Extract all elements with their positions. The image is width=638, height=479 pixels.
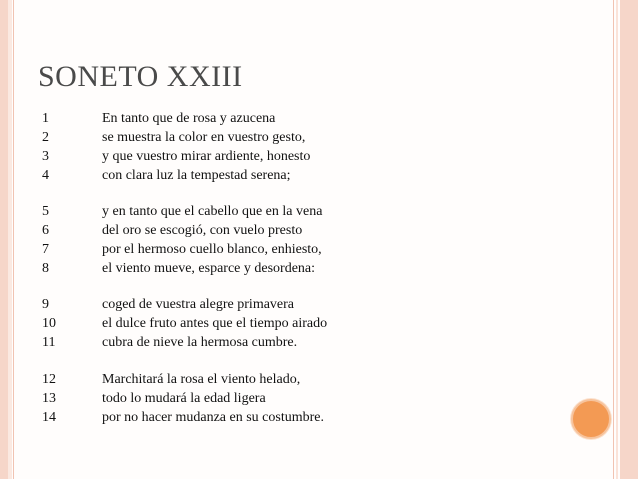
verse-text: cubra de nieve la hermosa cumbre. — [102, 334, 298, 350]
verse-line — [38, 221, 558, 240]
verse-line — [38, 202, 558, 221]
verse-number: 10 — [42, 315, 56, 331]
verse-text: Marchitará la rosa el viento helado, — [102, 371, 301, 387]
verse-line — [38, 109, 558, 128]
verse-text: por el hermoso cuello blanco, enhiesto, — [102, 241, 322, 257]
verse-number: 11 — [42, 334, 56, 350]
verse-text: el dulce fruto antes que el tiempo airado — [102, 315, 328, 331]
verse-line — [38, 314, 558, 333]
verse-number: 3 — [42, 148, 49, 164]
stanza — [38, 109, 558, 185]
verse-line — [38, 389, 558, 408]
verse-number: 8 — [42, 260, 49, 276]
verse-text: por no hacer mudanza en su costumbre. — [102, 409, 324, 425]
verse-number: 4 — [42, 167, 49, 183]
verse-text: el viento mueve, esparce y desordena: — [102, 260, 316, 276]
verse-line — [38, 166, 558, 185]
verse-number: 2 — [42, 129, 49, 145]
verse-text: del oro se escogió, con vuelo presto — [102, 222, 303, 238]
verse-number: 12 — [42, 371, 56, 387]
verse-text: con clara luz la tempestad serena; — [102, 167, 291, 183]
right-border-line — [613, 0, 614, 479]
verse-text: coged de vuestra alegre primavera — [102, 296, 295, 312]
verse-line — [38, 259, 558, 278]
verse-number: 6 — [42, 222, 49, 238]
verse-number: 9 — [42, 296, 49, 312]
left-border-bar — [0, 0, 8, 479]
verse-line — [38, 240, 558, 259]
verse-line — [38, 295, 558, 314]
verse-line — [38, 333, 558, 352]
verse-line — [38, 128, 558, 147]
verse-text: todo lo mudará la edad ligera — [102, 390, 266, 406]
verse-number: 13 — [42, 390, 56, 406]
stanza — [38, 295, 558, 352]
left-border-inner — [8, 0, 12, 479]
verse-number: 5 — [42, 203, 49, 219]
verse-line — [38, 370, 558, 389]
decorative-circle-icon — [571, 399, 611, 439]
verse-line — [38, 147, 558, 166]
verse-text: se muestra la color en vuestro gesto, — [102, 129, 306, 145]
verse-number: 1 — [42, 110, 49, 126]
right-border-inner — [616, 0, 618, 479]
verse-text: y que vuestro mirar ardiente, honesto — [102, 148, 311, 164]
slide-title: SONETO XXIII — [38, 60, 243, 93]
verse-line — [38, 408, 558, 427]
right-border-bar — [620, 0, 638, 479]
verse-number: 14 — [42, 409, 56, 425]
stanza — [38, 370, 558, 427]
stanza — [38, 202, 558, 278]
verse-text: En tanto que de rosa y azucena — [102, 110, 276, 126]
left-border-line — [13, 0, 14, 479]
verse-number: 7 — [42, 241, 49, 257]
verse-text: y en tanto que el cabello que en la vena — [102, 203, 323, 219]
